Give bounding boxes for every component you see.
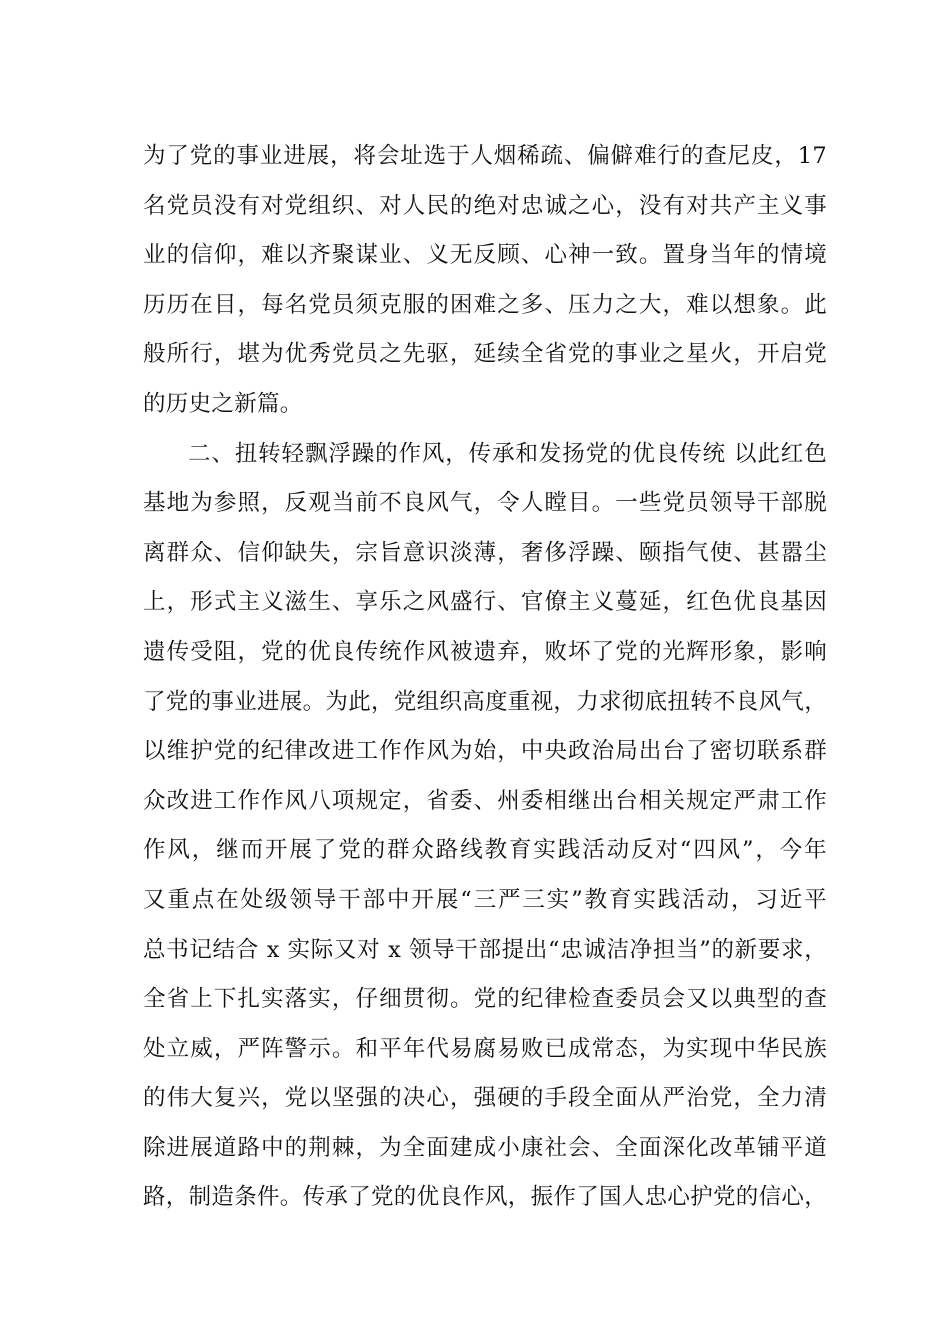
text-line: 名党员没有对党组织、对人民的绝对忠诚之心，没有对共产主义事 <box>143 192 827 219</box>
text-line: 离群众、信仰缺失，宗旨意识淡薄，奢侈浮躁、颐指气使、甚嚣尘 <box>143 539 827 566</box>
text-line: 的伟大复兴，党以坚强的决心，强硬的手段全面从严治党，全力清 <box>143 1085 827 1112</box>
section-heading-line: 二、扭转轻飘浮躁的作风，传承和发扬党的优良传统 以此红色 <box>188 440 827 467</box>
text-line: 处立威，严阵警示。和平年代易腐易败已成常态，为实现中华民族 <box>143 1035 827 1062</box>
text-line: 为了党的事业进展，将会址选于人烟稀疏、偏僻难行的查尼皮，17 <box>143 143 827 169</box>
document-page <box>143 132 827 1223</box>
text-line: 的历史之新篇。 <box>143 390 303 417</box>
text-line: 基地为参照，反观当前不良风气，令人瞠目。一些党员领导干部脱 <box>143 490 827 517</box>
text-line: 遗传受阻，党的优良传统作风被遗弃，败坏了党的光辉形象，影响 <box>143 638 827 665</box>
text-line: 全省上下扎实落实，仔细贯彻。党的纪律检查委员会又以典型的查 <box>143 986 827 1013</box>
text-line: 总书记结合 x 实际又对 x 领导干部提出“忠诚洁净担当”的新要求， <box>143 936 827 963</box>
text-line: 上，形式主义滋生、享乐之风盛行、官僚主义蔓延，红色优良基因 <box>143 589 827 616</box>
text-line: 历历在目，每名党员须克服的困难之多、压力之大，难以想象。此 <box>143 291 827 318</box>
text-line: 路，制造条件。传承了党的优良作风，振作了国人忠心护党的信心， <box>143 1184 828 1211</box>
text-line: 般所行，堪为优秀党员之先驱，延续全省党的事业之星火，开启党 <box>143 341 827 368</box>
text-line: 作风，继而开展了党的群众路线教育实践活动反对“四风”，今年 <box>143 837 827 864</box>
text-line: 众改进工作作风八项规定，省委、州委相继出台相关规定严肃工作 <box>143 787 827 814</box>
text-line: 除进展道路中的荆棘，为全面建成小康社会、全面深化改革铺平道 <box>143 1134 827 1161</box>
paragraph-2 <box>143 430 827 1224</box>
text-line: 了党的事业进展。为此，党组织高度重视，力求彻底扭转不良风气， <box>143 688 828 715</box>
text-line: 又重点在处级领导干部中开展“三严三实”教育实践活动，习近平 <box>143 886 827 913</box>
text-line: 以维护党的纪律改进工作作风为始，中央政治局出台了密切联系群 <box>143 738 827 765</box>
paragraph-1 <box>143 132 827 430</box>
text-line: 业的信仰，难以齐聚谋业、义无反顾、心神一致。置身当年的情境 <box>143 242 827 269</box>
